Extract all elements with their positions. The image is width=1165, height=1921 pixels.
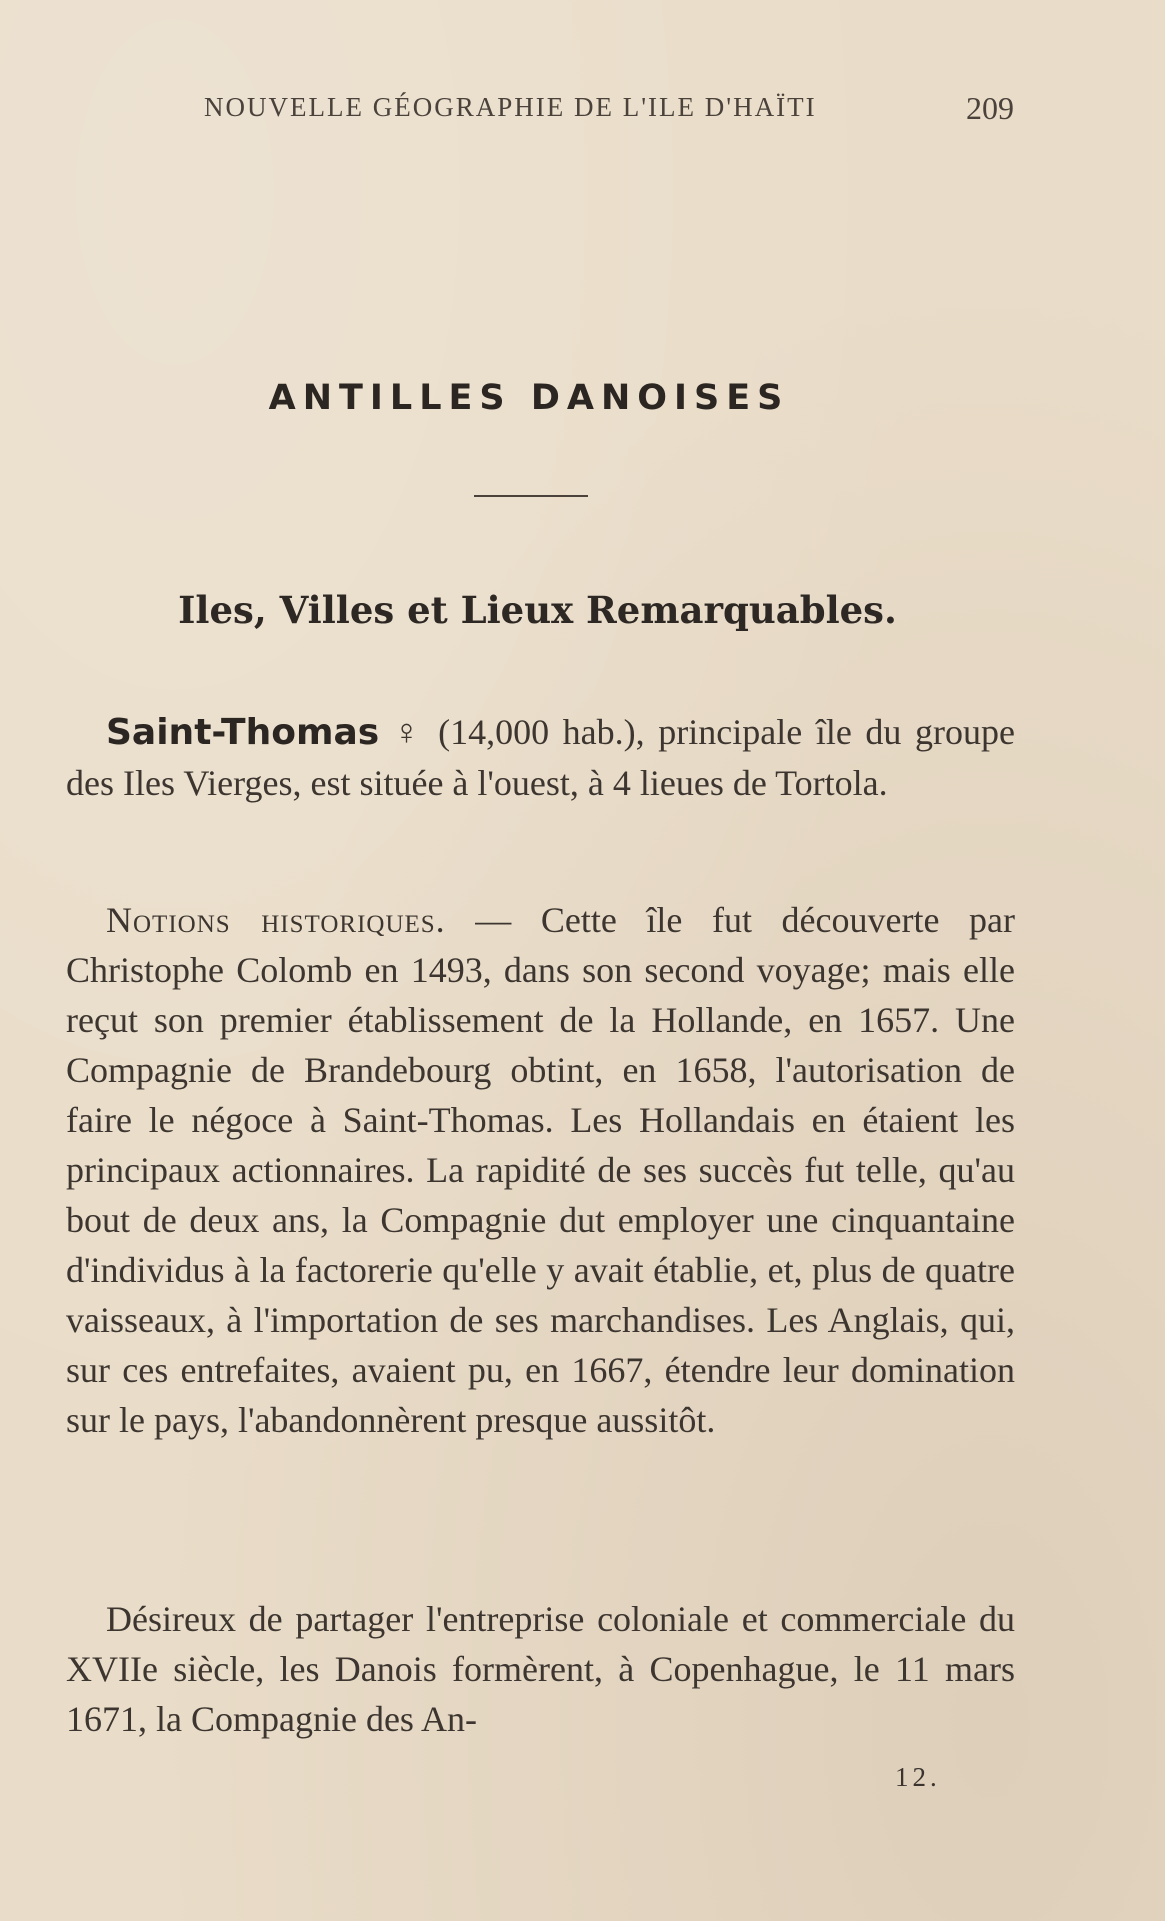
running-head <box>204 92 1014 132</box>
page-number: 209 <box>966 90 1014 126</box>
capital-symbol-icon: ♀ <box>392 712 425 752</box>
paragraph-heading: Notions historiques. <box>106 900 446 940</box>
paragraph-danois <box>66 1594 1015 1744</box>
paragraph-text: — Cette île fut découverte par Christophe Colomb en 1493, dans son second voyage; mais elle reçut son premier établissement de la Hollande, en 1657. Une Compagnie de Brandebourg obtint, en 1658, l'autorisation de faire le négoce à Saint-Thomas. Les Hollandais en étaient les principaux actionnaires. La rapidité de ses succès fut telle, qu'au bout de deux ans, la Compagnie dut employer une cinquantaine d'individus à la factorerie qu'elle y avait établie, et, plus de quatre vaisseaux, à l'importation de ses marchandises. Les Anglais, qui, sur ces entrefaites, avaient pu, en 1667, étendre leur domination sur le pays, l'abandonnèrent presque aussitôt. <box>66 900 1015 1440</box>
section-title: ANTILLES DANOISES <box>268 378 790 418</box>
paragraph-saint-thomas <box>66 707 1015 808</box>
running-title: NOUVELLE GÉOGRAPHIE DE L'ILE D'HAÏTI <box>204 92 817 122</box>
paragraph-text: Désireux de partager l'entreprise coloniale et commerciale du XVIIe siècle, les Danois formèrent, à Copenhague, le 11 mars 1671, la Compagnie des An- <box>66 1599 1015 1739</box>
section-subtitle: Iles, Villes et Lieux Remarquables. <box>178 588 897 632</box>
paragraph-notions-historiques <box>66 895 1015 1445</box>
title-divider <box>474 495 588 497</box>
signature-mark: 12. <box>895 1762 941 1792</box>
paragraph-text: (14,000 hab.), principale île du groupe des Iles Vierges, est située à l'ouest, à 4 lieues de Tortola. <box>66 712 1016 803</box>
place-name: Saint-Thomas <box>106 712 380 753</box>
